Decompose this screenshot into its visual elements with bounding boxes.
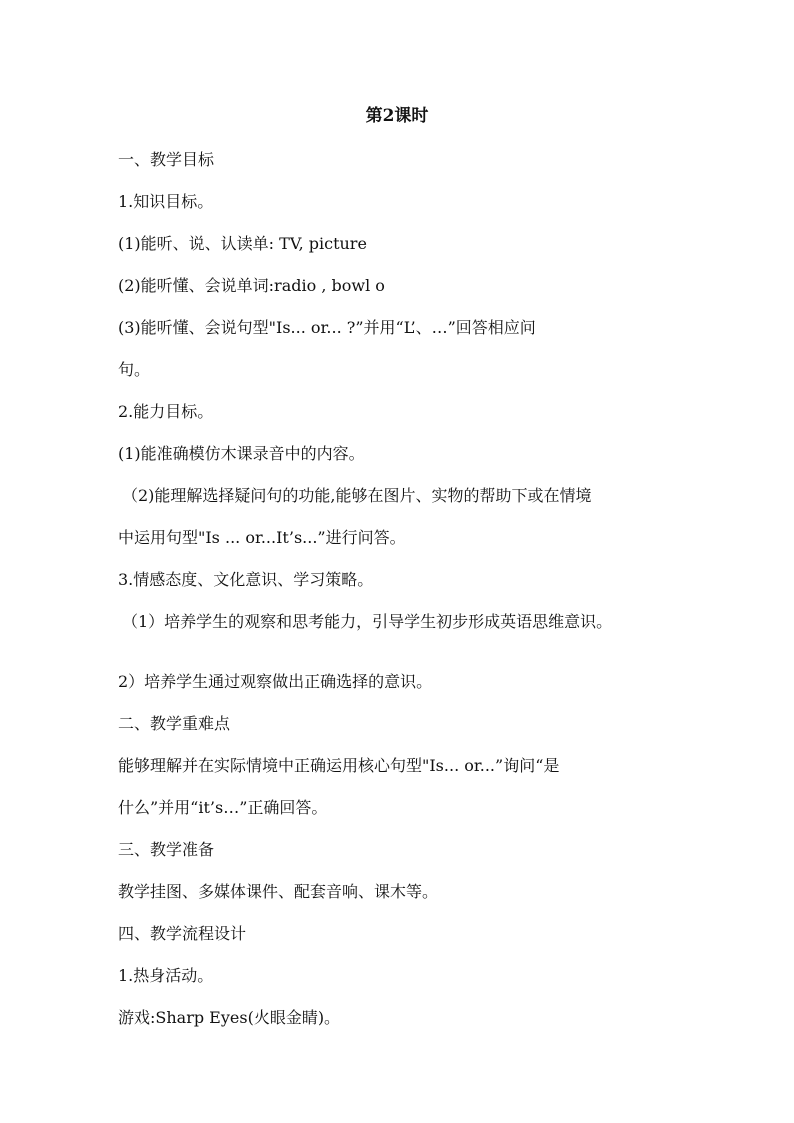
key-points-text: 能够理解并在实际情境中正确运用核心句型"Is... or...”询问“是 bbox=[118, 756, 560, 775]
section-heading-preparation: 三、教学准备 bbox=[118, 840, 215, 859]
lesson-title: 第2课时 bbox=[365, 106, 429, 126]
attitude-objective-heading: 3.情感态度、文化意识、学习策略。 bbox=[118, 570, 374, 589]
warmup-game: 游戏:Sharp Eyes(火眼金睛)。 bbox=[118, 1008, 341, 1027]
ability-item-2: （2)能理解选择疑问句的功能,能够在图片、实物的帮助下或在情境 bbox=[122, 486, 592, 505]
objective-item-3-cont: 句。 bbox=[118, 360, 151, 379]
ability-item-2-cont: 中运用句型"Is ... or...It’s...”进行问答。 bbox=[118, 528, 406, 547]
objective-item-3: (3)能听懂、会说句型"Is... or... ?”并用“L’、…”回答相应问 bbox=[118, 318, 536, 337]
warmup-heading: 1.热身活动。 bbox=[118, 966, 214, 985]
objective-item-2: (2)能听懂、会说单词:radio , bowl o bbox=[118, 276, 385, 295]
objective-item-1: (1)能听、说、认读单: TV, picture bbox=[118, 234, 367, 253]
section-heading-process: 四、教学流程设计 bbox=[118, 924, 247, 943]
ability-item-1: (1)能准确模仿木课录音中的内容。 bbox=[118, 444, 365, 463]
knowledge-objective-heading: 1.知识目标。 bbox=[118, 192, 214, 211]
preparation-text: 教学挂图、多媒体课件、配套音响、课木等。 bbox=[118, 882, 439, 901]
key-points-text-cont: 什么”并用“it’s…”正确回答。 bbox=[118, 798, 328, 817]
ability-objective-heading: 2.能力目标。 bbox=[118, 402, 214, 421]
attitude-item-2: 2）培养学生通过观察做出正确选择的意识。 bbox=[118, 672, 433, 691]
section-heading-key-points: 二、教学重难点 bbox=[118, 714, 231, 733]
attitude-item-1: （1）培养学生的观察和思考能力，引导学生初步形成英语思维意识。 bbox=[122, 612, 613, 631]
section-heading-objectives: 一、教学目标 bbox=[118, 150, 215, 169]
